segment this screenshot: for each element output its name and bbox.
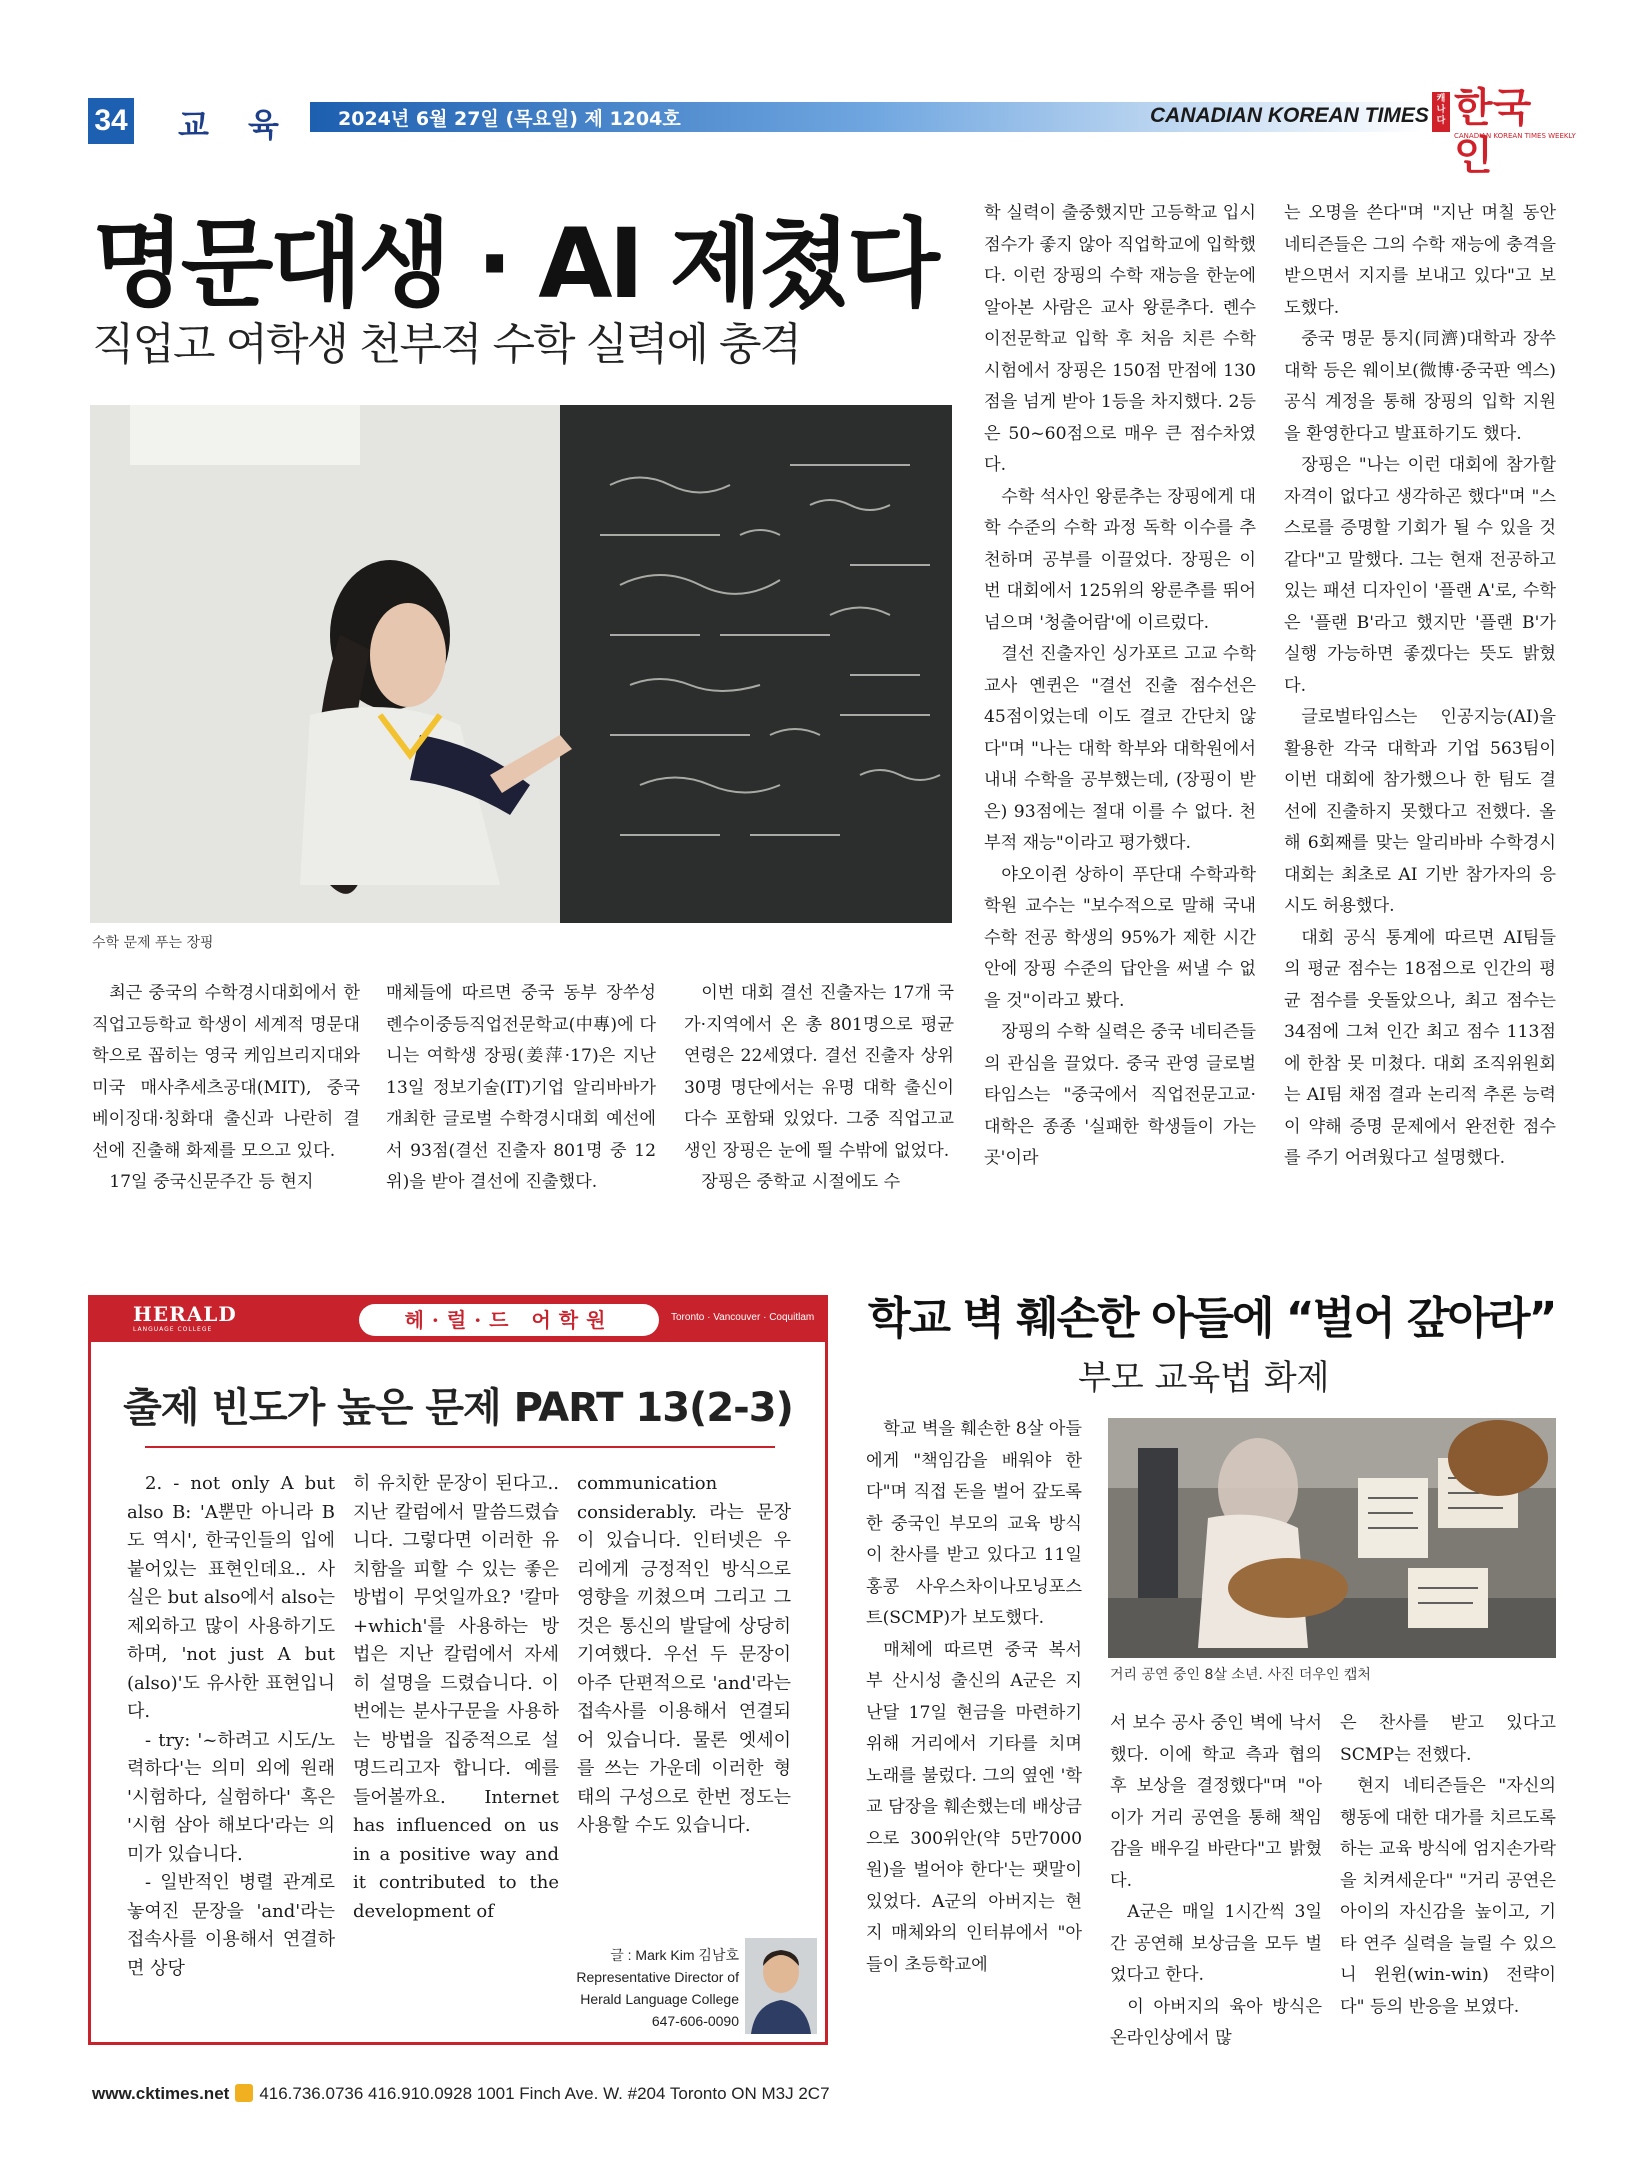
page-footer — [92, 2084, 830, 2104]
article-column-3 — [684, 978, 954, 1199]
page-number: 34 — [88, 98, 134, 144]
paragraph: 글로벌타임스는 인공지능(AI)을 활용한 각국 대학과 기업 563팀이 이번 대회에 참가했으나 한 팀도 결선에 진출하지 못했다고 전했다. 올해 6회째를 맞는 알리바바 수학경시대회는 최초로 AI 기반 참가자의 응시도 허용했다. — [1284, 707, 1556, 916]
paragraph: 학교 벽을 훼손한 8살 아들에게 "책임감을 배워야 한다"며 직접 돈을 벌어 갚도록 한 중국인 부모의 교육 방식이 찬사를 받고 있다고 11일 홍콩 사우스차이나모닝포스트(SCMP)가 보도했다. — [866, 1419, 1083, 1628]
contact-info: 416.736.0736 416.910.0928 1001 Finch Ave. W. #204 Toronto ON M3J 2C7 — [259, 2084, 830, 2103]
article2-column-2 — [1110, 1708, 1322, 2055]
paper-name: CANADIAN KOREAN TIMES — [1150, 104, 1429, 127]
phone-icon — [235, 2084, 253, 2102]
photo-caption: 수학 문제 푸는 장핑 — [92, 935, 214, 951]
paragraph: 히 유치한 문장이 된다고.. 지난 칼럼에서 말씀드렸습니다. 그렇다면 이러한 유치함을 피할 수 있는 좋은 방법이 무엇일까요? '칼마+which'를 사용하는 방법은 지난 칼럼에서 자세히 설명을 드렸습니다. 이번에는 분사구문을 사용하는 방법을 집중적으로 설명드리고자 합니다. 예를 들어볼까요. Internet has influenced on us in a positive way and it contributed to the development of — [353, 1473, 559, 1922]
article-column-5 — [1284, 198, 1556, 1175]
herald-column-1 — [127, 1470, 335, 1983]
logo-text: 한국인 — [1454, 85, 1532, 179]
author-photo — [745, 1938, 817, 2034]
paragraph: communication considerably. 라는 문장이 있습니다. 인터넷은 우리에게 긍정적인 방식으로 영향을 끼쳤으며 그리고 그것은 통신의 발달에 상당히 기여했다. 우선 두 문장이 아주 단편적으로 'and'라는 접속사를 이용해서 연결되어 있습니다. 물론 엣세이를 쓰는 가운데 이러한 형태의 구성으로 한번 정도는 사용할 수도 있습니다. — [577, 1473, 791, 1836]
website-link[interactable]: www.cktimes.net — [92, 2084, 230, 2103]
herald-column-box — [88, 1295, 828, 2045]
article2-column-3 — [1340, 1708, 1556, 2023]
article2-column-1 — [866, 1414, 1082, 1981]
paragraph: 은 찬사를 받고 있다고 SCMP는 전했다. — [1340, 1713, 1556, 1765]
student-at-blackboard-image — [90, 405, 952, 923]
article2-headline: 학교 벽 훼손한 아들에 “벌어 갚아라” — [868, 1293, 1556, 1344]
divider — [145, 1446, 775, 1448]
author-line: Herald Language College — [580, 1991, 739, 2007]
paragraph: 야오이쥔 상하이 푸단대 수학과학학원 교수는 "보수적으로 말해 국내 수학 전공 학생의 95%가 제한 시간 안에 장핑 수준의 답안을 써낼 수 없을 것"이라고 봤다. — [984, 864, 1256, 1011]
section-title: 교 육 — [178, 106, 293, 144]
paragraph: 대회 공식 통계에 따르면 AI팀들의 평균 점수는 18점으로 인간의 평균 점수를 웃돌았으나, 최고 점수는 34점에 그쳐 인간 최고 점수 113점에 한참 못 미쳤다. 대회 조직위원회는 AI팀 채점 결과 논리적 추론 능력이 약해 증명 문제에서 완전한 점수를 주기 어려웠다고 설명했다. — [1284, 927, 1556, 1168]
paragraph: 현지 네티즌들은 "자신의 행동에 대한 대가를 치르도록 하는 교육 방식에 엄지손가락을 치켜세운다" "거리 공연은 아이의 자신감을 높이고, 기타 연주 실력을 늘릴 수 있으니 윈윈(win-win) 전략이다" 등의 반응을 보였다. — [1340, 1776, 1556, 2017]
author-portrait-image — [745, 1938, 817, 2034]
author-credit — [499, 1944, 739, 2032]
issue-date: 2024년 6월 27일 (목요일) 제 1204호 — [338, 108, 681, 130]
herald-column-title: 출제 빈도가 높은 문제 PART 13(2-3) — [123, 1385, 793, 1431]
article2-photo — [1108, 1418, 1556, 1658]
paragraph: 2. - not only A but also B: 'A뿐만 아니라 B도 역시', 한국인들의 입에 붙어있는 표현인데요.. 사실은 but also에서 also는 제외하고 많이 사용하기도 하며, 'not just A but (also)'도 유사한 표현입니다. — [127, 1473, 335, 1722]
paragraph: 결선 진출자인 싱가포르 고교 수학교사 옌퀸은 "결선 진출 점수선은 45점이었는데 이도 결코 간단치 않다"며 "나는 대학 학부와 대학원에서 내내 수학을 공부했는데, (장핑이 받은) 93점에는 절대 이를 수 없다. 천부적 재능"이라고 평가했다. — [984, 644, 1256, 853]
paragraph: 매체들에 따르면 중국 동부 장쑤성 롄수이중등직업전문학교(中專)에 다니는 여학생 장핑(姜萍·17)은 지난 13일 정보기술(IT)기업 알리바바가 개최한 글로벌 수학경시대회 예선에서 93점(결선 진출자 801명 중 12위)을 받아 결선에 진출했다. — [386, 983, 656, 1192]
author-line: 글 : Mark Kim 김남호 — [610, 1947, 739, 1963]
herald-column-3 — [577, 1470, 791, 1841]
logo-subtext: CANADIAN KOREAN TIMES WEEKLY — [1454, 132, 1576, 140]
herald-academy-name: 헤·럴·드 어학원 — [359, 1304, 659, 1336]
article-photo — [90, 405, 952, 923]
paragraph: 이번 대회 결선 진출자는 17개 국가·지역에서 온 총 801명으로 평균 연령은 22세였다. 결선 진출자 상위 30명 명단에서는 유명 대학 출신이 다수 포함돼 있었다. 그중 직업고교생인 장핑은 눈에 띌 수밖에 없었다. — [684, 983, 954, 1161]
author-line: Representative Director of — [576, 1969, 739, 1985]
paragraph: - 일반적인 병렬 관계로 놓여진 문장을 'and'라는 접속사를 이용해서 연결하면 상당 — [127, 1872, 335, 1979]
article-column-2 — [386, 978, 656, 1199]
paragraph: 수학 석사인 왕룬추는 장핑에게 대학 수준의 수학 과정 독학 이수를 추천하며 공부를 이끌었다. 장핑은 이번 대회에서 125위의 왕룬추를 뛰어넘으며 '청출어람'에 이르렀다. — [984, 486, 1256, 633]
article-column-1 — [92, 978, 360, 1199]
paragraph: 장핑은 중학교 시절에도 수 — [701, 1172, 901, 1192]
paragraph: 서 보수 공사 중인 벽에 낙서했다. 이에 학교 측과 협의 후 보상을 결정했다"며 "아이가 거리 공연을 통해 책임감을 배우길 바란다"고 밝혔다. — [1110, 1713, 1322, 1891]
paragraph: A군은 매일 1시간씩 3일간 공연해 보상금을 모두 벌었다고 한다. — [1110, 1902, 1322, 1985]
paragraph: - try: '~하려고 시도/노력하다'는 의미 외에 원래 '시험하다, 실험하다' 혹은 '시험 삼아 해보다'라는 의미가 있습니다. — [127, 1729, 335, 1865]
paragraph: 최근 중국의 수학경시대회에서 한 직업고등학교 학생이 세계적 명문대학으로 꼽히는 영국 케임브리지대와 미국 매사추세츠공대(MIT), 중국 베이징대·칭화대 출신과 나란히 결선에 진출해 화제를 모으고 있다. — [92, 983, 360, 1161]
article2-photo-caption: 거리 공연 중인 8살 소년. 사진 더우인 캡처 — [1110, 1667, 1371, 1683]
herald-logo-subtext: LANGUAGE COLLEGE — [133, 1326, 213, 1333]
paragraph: 는 오명을 쓴다"며 "지난 며칠 동안 네티즌들은 그의 수학 재능에 충격을 받으면서 지지를 보내고 있다"고 보도했다. — [1284, 203, 1556, 318]
paragraph: 학 실력이 출중했지만 고등학교 입시 점수가 좋지 않아 직업학교에 입학했다. 이런 장핑의 수학 재능을 한눈에 알아본 사람은 교사 왕룬추다. 롄수이전문학교 입학 후 처음 치른 수학시험에서 장핑은 150점 만점에 130점을 넘게 받아 1등을 차지했다. 2등은 50~60점으로 매우 큰 점수차였다. — [984, 203, 1256, 475]
paragraph: 17일 중국신문주간 등 현지 — [109, 1172, 314, 1192]
paragraph: 장핑의 수학 실력은 중국 네티즌들의 관심을 끌었다. 중국 관영 글로벌타임스는 "중국에서 직업전문고교·대학은 종종 '실패한 학생들이 가는 곳'이라 — [984, 1022, 1256, 1168]
logo-side-text: 캐나다 — [1436, 94, 1446, 126]
paragraph: 장핑은 "나는 이런 대회에 참가할 자격이 없다고 생각하곤 했다"며 "스스로를 증명할 기회가 될 수 있을 것 같다"고 말했다. 그는 현재 전공하고 있는 패션 디자인이 '플랜 A'로, 수학은 '플랜 B'라고 했지만 '플랜 B'가 실행 가능하면 좋겠다는 뜻도 밝혔다. — [1284, 455, 1556, 696]
main-subheadline: 직업고 여학생 천부적 수학 실력에 충격 — [92, 319, 800, 370]
author-phone: 647-606-0090 — [651, 2013, 739, 2029]
paragraph: 중국 명문 퉁지(同濟)대학과 장쑤대학 등은 웨이보(微博·중국판 엑스) 공식 계정을 통해 장핑의 입학 지원을 환영한다고 발표하기도 했다. — [1284, 329, 1556, 444]
herald-logo: HERALD — [133, 1302, 237, 1326]
paragraph: 이 아버지의 육아 방식은 온라인상에서 많 — [1110, 1996, 1322, 2048]
main-headline: 명문대생 · AI 제쳤다 — [92, 208, 936, 320]
article-column-4 — [984, 198, 1256, 1175]
herald-cities: Toronto · Vancouver · Coquitlam — [671, 1312, 815, 1323]
paragraph: 매체에 따르면 중국 복서부 산시성 출신의 A군은 지난달 17일 현금을 마련하기 위해 거리에서 기타를 치며 노래를 불렀다. 그의 옆엔 '학교 담장을 훼손했는데 배상금으로 300위안(약 5만7000원)을 벌어야 한다'는 팻말이 있었다. A군의 아버지는 현지 매체와의 인터뷰에서 "아들이 초등학교에 — [866, 1639, 1082, 1975]
article2-subheadline: 부모 교육법 화제 — [1078, 1358, 1330, 1398]
herald-column-2 — [353, 1470, 559, 1926]
street-performance-image — [1108, 1418, 1556, 1658]
paper-logo — [1432, 85, 1576, 179]
